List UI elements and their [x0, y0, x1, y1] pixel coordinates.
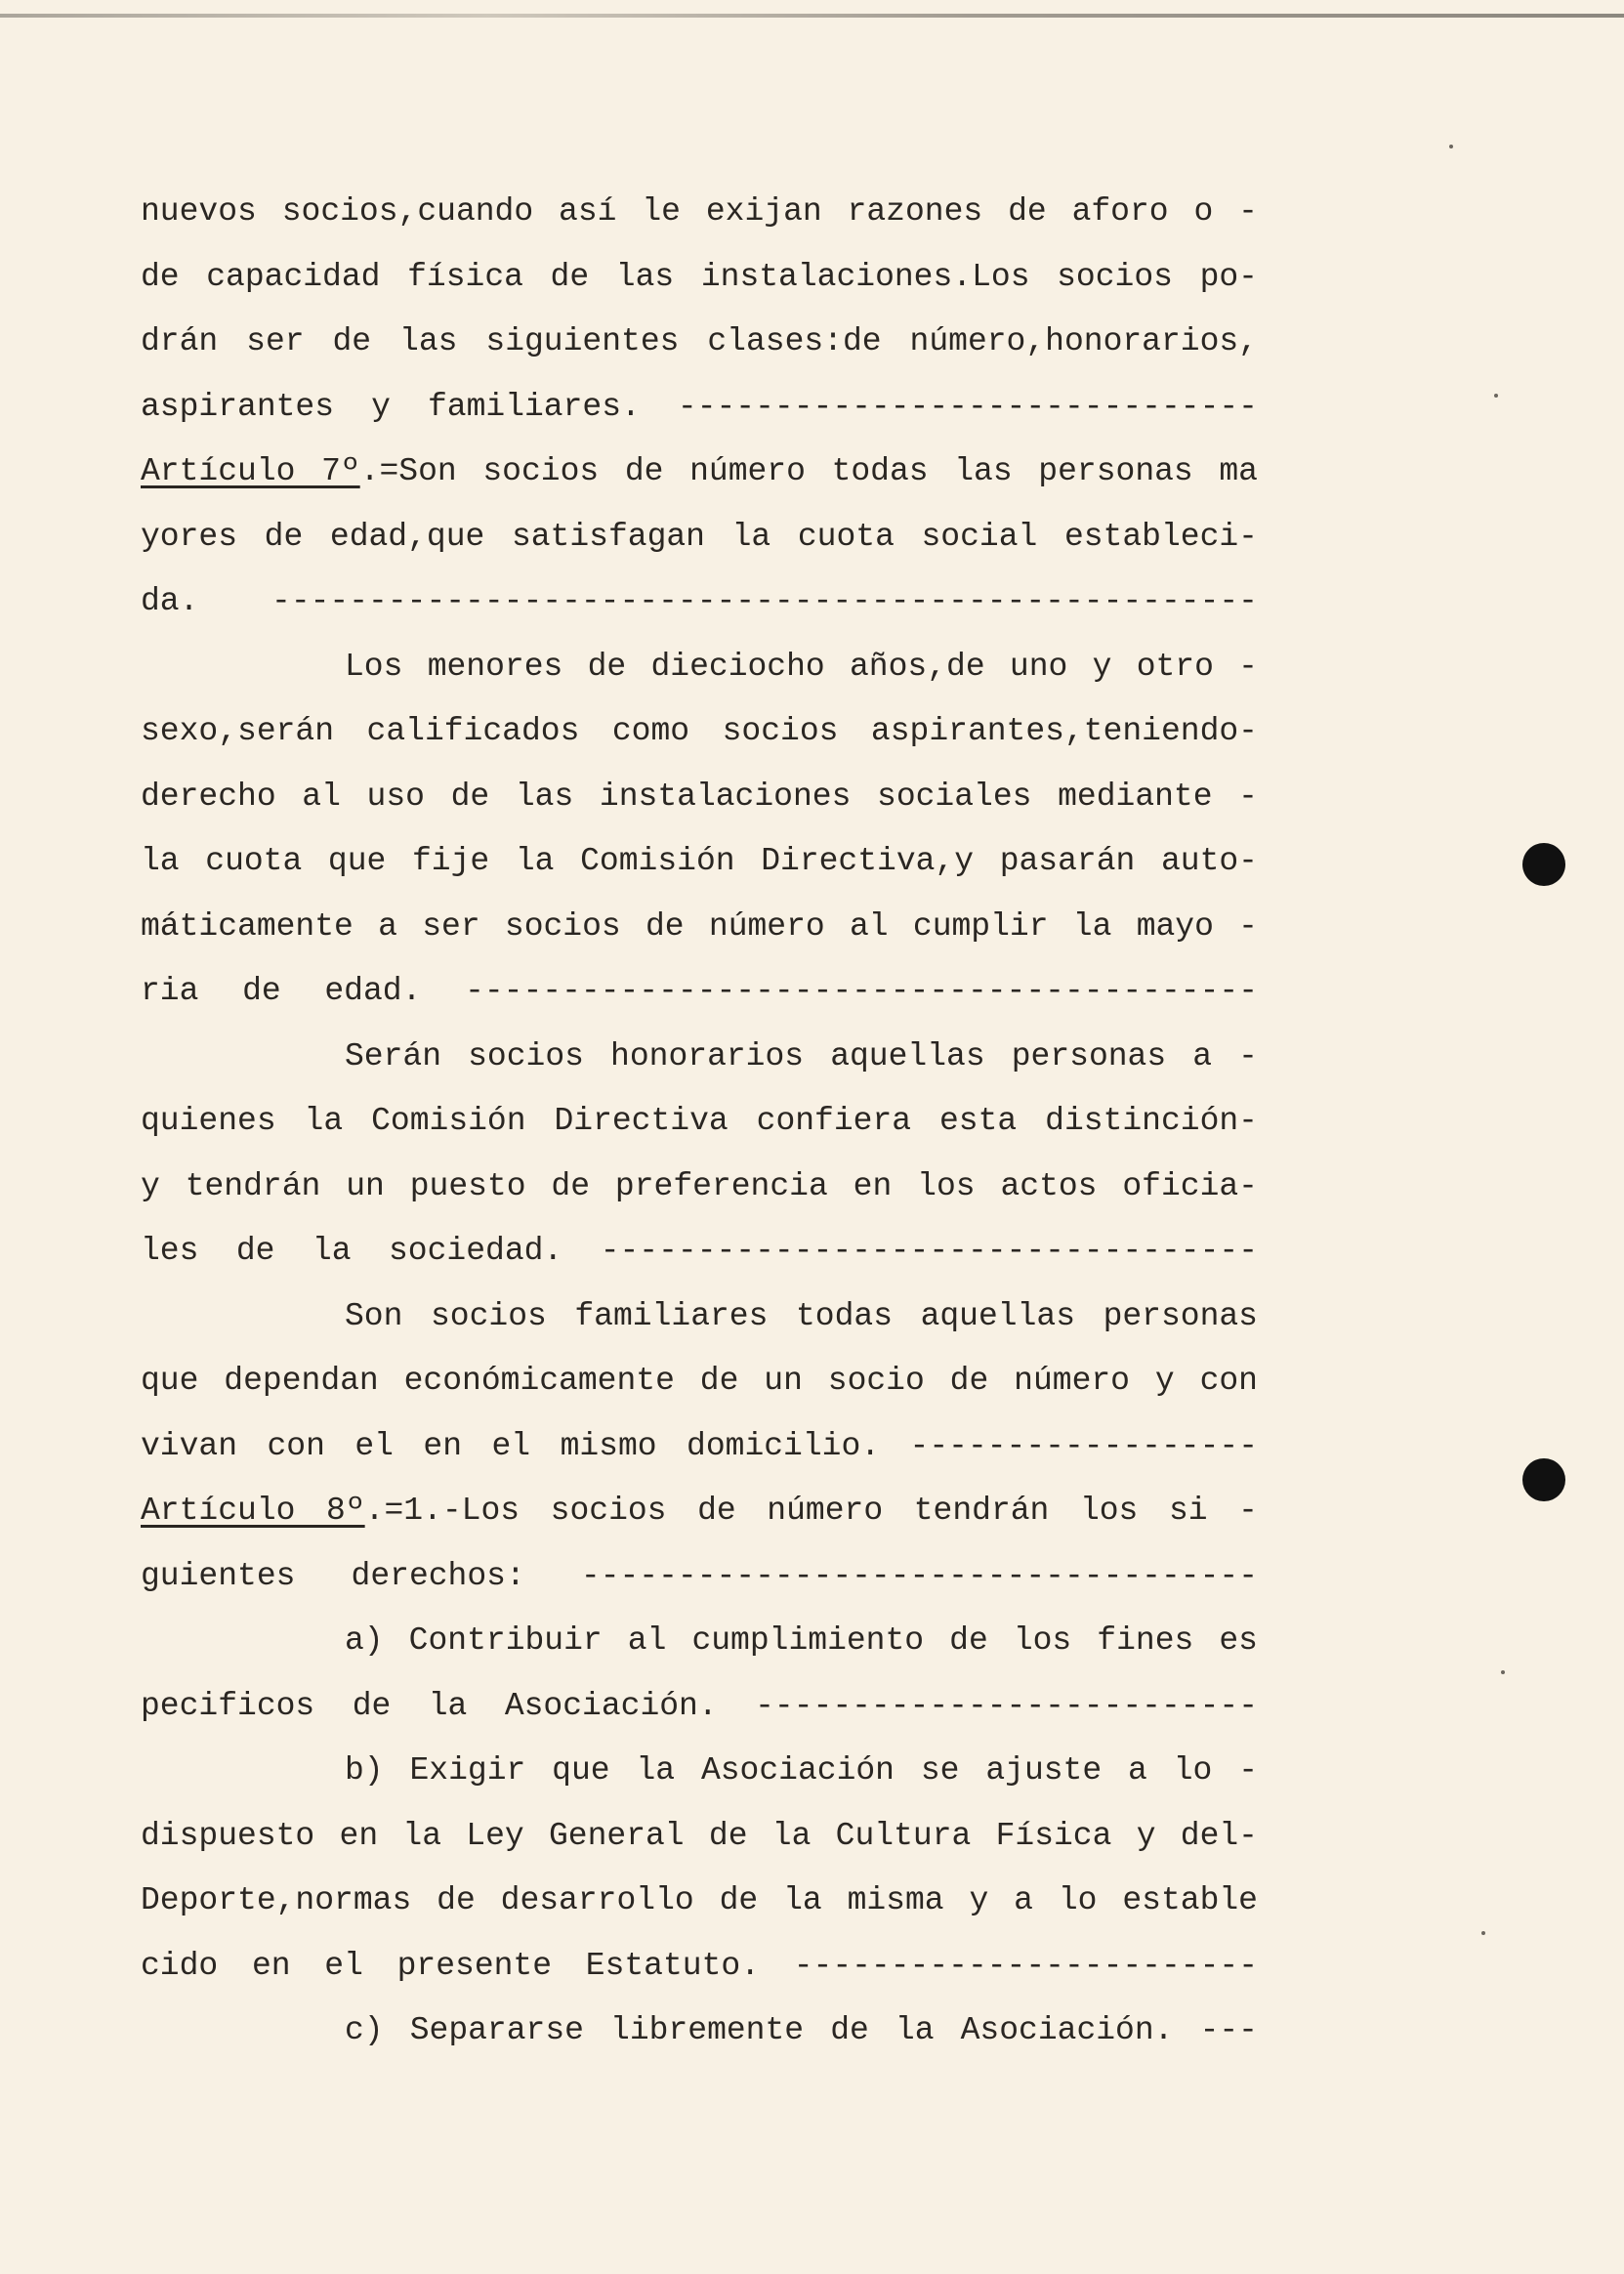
text-line	[141, 188, 1258, 253]
line-text: c) Separarse libremente de la Asociación. ---	[345, 2012, 1258, 2048]
text-line	[141, 837, 1258, 903]
line-text: máticamente a ser socios de número al cumplir la mayo -	[141, 907, 1258, 945]
text-line	[141, 1162, 1258, 1228]
punch-hole	[1522, 843, 1565, 886]
line-text: Serán socios honorarios aquellas personas a -	[345, 1037, 1258, 1074]
article-heading: Artículo 8º	[141, 1493, 365, 1529]
text-line	[141, 513, 1258, 578]
text-line	[141, 967, 1258, 1032]
line-text: yores de edad,que satisfagan la cuota social estableci-	[141, 518, 1258, 555]
paper-speck	[1449, 145, 1453, 148]
line-text: de capacidad física de las instalaciones.Los socios po-	[141, 258, 1258, 295]
line-text: dispuesto en la Ley General de la Cultura Física y del-	[141, 1817, 1258, 1854]
line-text: aspirantes y familiares. ------------------------------	[141, 388, 1258, 425]
line-text: quienes la Comisión Directiva confiera esta distinción-	[141, 1103, 1258, 1139]
text-line	[141, 1357, 1258, 1422]
punch-hole	[1522, 1458, 1565, 1501]
line-text: nuevos socios,cuando así le exijan razones de aforo o -	[141, 193, 1258, 230]
text-line	[141, 577, 1258, 643]
line-text: guientes derechos: -----------------------------------	[141, 1557, 1258, 1594]
text-line	[141, 1097, 1258, 1162]
line-text: sexo,serán calificados como socios aspirantes,teniendo-	[141, 713, 1258, 749]
paper-speck	[1501, 1670, 1505, 1674]
line-text: .=Son socios de número todas las personas ma	[359, 453, 1258, 489]
line-text: ria de edad. -----------------------------------------	[141, 973, 1258, 1009]
line-text: a) Contribuir al cumplimiento de los fines es	[345, 1622, 1258, 1659]
text-line	[141, 1942, 1258, 2007]
text-line	[141, 2006, 1258, 2072]
typewritten-document-body	[141, 188, 1258, 2072]
line-text: b) Exigir que la Asociación se ajuste a lo -	[345, 1752, 1258, 1789]
text-line	[141, 643, 1258, 708]
line-text: la cuota que fije la Comisión Directiva,y pasarán auto-	[141, 843, 1258, 879]
text-line	[141, 1487, 1258, 1552]
line-text: pecificos de la Asociación. --------------------------	[141, 1687, 1258, 1724]
line-text: drán ser de las siguientes clases:de número,honorarios,	[141, 323, 1258, 359]
text-line	[141, 773, 1258, 838]
line-text: les de la sociedad. ----------------------------------	[141, 1233, 1258, 1269]
text-line	[141, 253, 1258, 318]
paper-speck	[1494, 394, 1498, 398]
line-text: vivan con el en el mismo domicilio. ------------------	[141, 1427, 1258, 1464]
text-line	[141, 1292, 1258, 1358]
line-text: .=1.-Los socios de número tendrán los si -	[364, 1493, 1258, 1529]
text-line	[141, 1617, 1258, 1682]
article-heading: Artículo 7º	[141, 453, 360, 489]
paper-speck	[1481, 1931, 1485, 1935]
text-line	[141, 1552, 1258, 1618]
line-text: cido en el presente Estatuto. ------------------------	[141, 1947, 1258, 1984]
text-line	[141, 707, 1258, 773]
text-line	[141, 1422, 1258, 1488]
text-line	[141, 383, 1258, 448]
text-line	[141, 1227, 1258, 1292]
line-text: da. ---------------------------------------------------	[141, 583, 1258, 619]
text-line	[141, 317, 1258, 383]
text-line	[141, 903, 1258, 968]
line-text: Deporte,normas de desarrollo de la misma y a lo estable	[141, 1882, 1258, 1918]
page-top-edge	[0, 14, 1624, 18]
line-text: derecho al uso de las instalaciones sociales mediante -	[141, 778, 1258, 815]
text-line	[141, 1682, 1258, 1748]
text-line	[141, 1032, 1258, 1098]
line-text: que dependan económicamente de un socio de número y con	[141, 1363, 1258, 1399]
line-text: Los menores de dieciocho años,de uno y otro -	[345, 648, 1258, 685]
text-line	[141, 1747, 1258, 1812]
text-line	[141, 1812, 1258, 1877]
line-text: Son socios familiares todas aquellas personas	[345, 1297, 1258, 1334]
text-line	[141, 447, 1258, 513]
text-line	[141, 1876, 1258, 1942]
line-text: y tendrán un puesto de preferencia en los actos oficia-	[141, 1167, 1258, 1204]
